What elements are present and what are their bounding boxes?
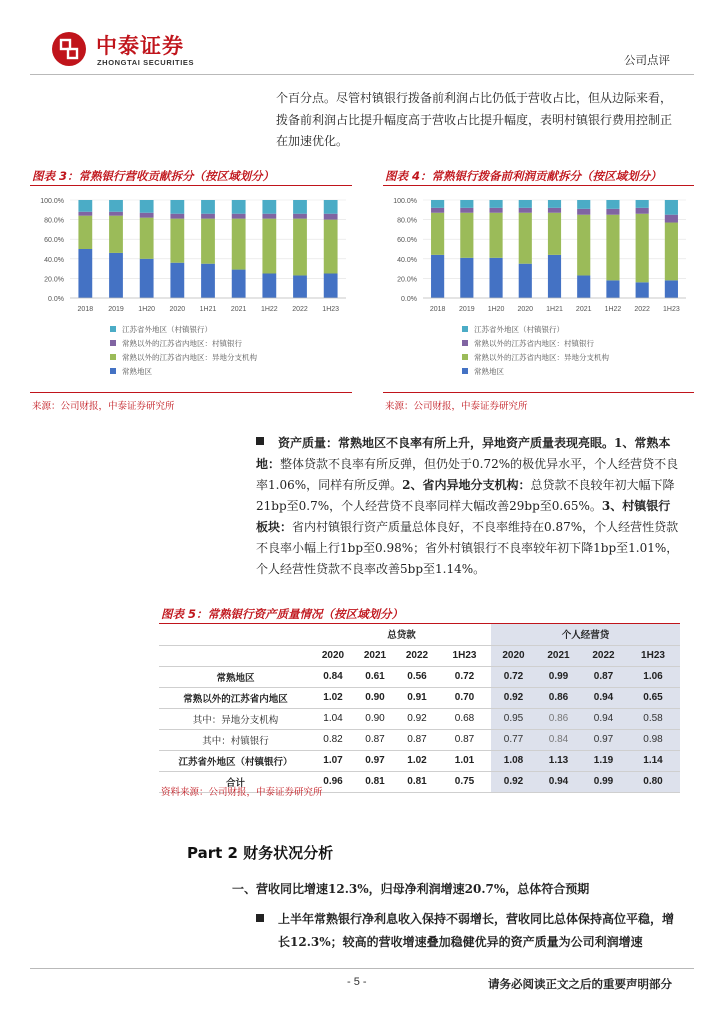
legend-item <box>462 350 609 364</box>
bar-segment-fig3 <box>262 274 276 299</box>
legend-swatch <box>110 354 116 360</box>
table-row <box>159 666 680 687</box>
table-cell: 0.92 <box>396 708 438 729</box>
table-cell: 0.87 <box>581 666 626 687</box>
bar-segment-fig3 <box>232 214 246 219</box>
table-cell: 0.99 <box>581 771 626 792</box>
table-cell: 0.70 <box>438 687 491 708</box>
x-tick-label: 2018 <box>77 306 94 313</box>
group-header-total-loans: 总贷款 <box>312 624 491 645</box>
legend-item <box>110 364 257 378</box>
table-cell: 0.81 <box>396 771 438 792</box>
row-label: 常熟以外的江苏省内地区 <box>159 687 312 708</box>
bar-segment-fig3 <box>262 214 276 219</box>
bar-segment-fig4 <box>606 200 619 209</box>
y-tick-label: 60.0% <box>44 237 64 245</box>
x-tick-label: 1H22 <box>604 306 622 313</box>
x-tick-label: 1H23 <box>663 306 680 313</box>
figure4-chart <box>383 190 694 320</box>
bar-segment-fig3 <box>78 249 92 298</box>
asset-quality-p3-text: 省内村镇银行资产质量总体良好，不良率维持在0.87%，个人经营性贷款不良率小幅上行1bp至0.98%；省外村镇银行不良率较年初下降1bp至1.01%，个人经营性贷款不良率改善5bp至1.14%。 <box>256 520 679 576</box>
bar-segment-fig3 <box>78 200 92 212</box>
bar-segment-fig3 <box>109 200 123 212</box>
asset-quality-p2-label: 2、省内异地分支机构： <box>402 478 531 492</box>
bar-segment-fig4 <box>460 208 473 213</box>
table-cell: 0.80 <box>626 771 680 792</box>
table-cell: 1.01 <box>438 750 491 771</box>
legend-item <box>110 350 257 364</box>
table-cell: 0.90 <box>354 687 396 708</box>
table-cell: 0.61 <box>354 666 396 687</box>
bar-segment-fig3 <box>232 219 246 270</box>
table-cell: 1.14 <box>626 750 680 771</box>
legend-swatch <box>462 326 468 332</box>
figure4-title: 图表 4：常熟银行拨备前利润贡献拆分（按区域划分） <box>385 169 662 183</box>
legend-item <box>462 322 609 336</box>
year-header-cell: 2022 <box>396 645 438 666</box>
table-cell: 0.82 <box>312 729 354 750</box>
bar-segment-fig3 <box>170 263 184 298</box>
legend-swatch <box>110 368 116 374</box>
y-tick-label: 20.0% <box>44 276 64 284</box>
row-label: 合计 <box>159 771 312 792</box>
table-cell: 0.58 <box>626 708 680 729</box>
legend-swatch <box>462 354 468 360</box>
x-tick-label: 1H20 <box>138 306 156 313</box>
bar-segment-fig3 <box>78 216 92 249</box>
figure4-source: 来源：公司财报，中泰证券研究所 <box>385 401 528 412</box>
legend-label: 常熟以外的江苏省内地区：异地分支机构 <box>122 352 257 362</box>
table-cell: 0.84 <box>536 729 581 750</box>
figure3-source: 来源：公司财报，中泰证券研究所 <box>32 401 175 412</box>
bar-segment-fig3 <box>170 214 184 219</box>
bar-segment-fig4 <box>460 213 473 258</box>
bullet-square-icon <box>256 914 264 922</box>
bar-segment-fig4 <box>665 223 678 281</box>
bar-segment-fig4 <box>548 200 561 208</box>
legend-swatch <box>462 368 468 374</box>
bar-segment-fig4 <box>548 255 561 298</box>
table-cell: 0.56 <box>396 666 438 687</box>
table-cell: 0.72 <box>491 666 536 687</box>
table-cell: 0.97 <box>581 729 626 750</box>
bar-segment-fig4 <box>431 208 444 213</box>
y-tick-label: 80.0% <box>397 217 417 225</box>
bar-segment-fig4 <box>636 282 649 298</box>
y-tick-label: 20.0% <box>397 276 417 284</box>
table-cell: 0.86 <box>536 708 581 729</box>
y-tick-label: 100.0% <box>393 198 417 205</box>
subsection-heading: 一、营收同比增速12.3%，归母净利润增速20.7%，总体符合预期 <box>232 882 590 896</box>
bar-segment-fig3 <box>262 200 276 214</box>
legend-swatch <box>462 340 468 346</box>
y-tick-label: 100.0% <box>40 198 64 205</box>
bar-segment-fig3 <box>232 200 246 214</box>
table-cell: 0.72 <box>438 666 491 687</box>
x-tick-label: 1H21 <box>199 306 217 313</box>
bar-segment-fig4 <box>460 258 473 298</box>
table-cell: 0.86 <box>536 687 581 708</box>
figure3-title: 图表 3：常熟银行营收贡献拆分（按区域划分） <box>32 169 275 183</box>
bar-segment-fig4 <box>519 213 532 264</box>
bar-segment-fig4 <box>431 200 444 208</box>
bar-segment-fig4 <box>636 200 649 208</box>
asset-quality-table <box>159 624 680 793</box>
table-year-header <box>159 645 680 666</box>
bar-segment-fig3 <box>140 218 154 259</box>
bar-segment-fig4 <box>489 258 502 298</box>
table-cell: 0.92 <box>491 687 536 708</box>
table-cell: 0.94 <box>581 687 626 708</box>
year-header-cell: 1H23 <box>438 645 491 666</box>
bar-segment-fig4 <box>636 214 649 283</box>
year-header-cell: 1H23 <box>626 645 680 666</box>
legend-swatch <box>110 326 116 332</box>
legend-item <box>110 336 257 350</box>
bar-segment-fig4 <box>577 275 590 298</box>
bar-segment-fig3 <box>109 253 123 298</box>
document-type-label: 公司点评 <box>624 53 670 67</box>
bar-segment-fig3 <box>140 213 154 218</box>
figure3-chart <box>30 190 354 320</box>
figure5-source: 资料来源：公司财报，中泰证券研究所 <box>161 787 323 798</box>
table-cell: 0.94 <box>581 708 626 729</box>
table-cell: 0.91 <box>396 687 438 708</box>
bar-segment-fig4 <box>431 255 444 298</box>
x-tick-label: 2021 <box>575 306 592 313</box>
table-cell: 1.04 <box>312 708 354 729</box>
legend-label: 常熟以外的江苏省内地区：村镇银行 <box>474 338 594 348</box>
table-cell: 1.07 <box>312 750 354 771</box>
table-row <box>159 750 680 771</box>
bar-segment-fig3 <box>324 220 338 274</box>
table-cell: 1.19 <box>581 750 626 771</box>
bar-segment-fig4 <box>606 209 619 215</box>
table-cell: 0.87 <box>438 729 491 750</box>
bar-segment-fig3 <box>201 219 215 264</box>
bar-segment-fig3 <box>293 214 307 219</box>
table-group-header <box>159 624 680 645</box>
bar-segment-fig4 <box>519 264 532 298</box>
bar-segment-fig4 <box>577 200 590 209</box>
figure3-title-rule <box>30 185 352 186</box>
bar-segment-fig3 <box>324 274 338 299</box>
year-header-cell: 2021 <box>354 645 396 666</box>
table-cell: 1.13 <box>536 750 581 771</box>
bar-segment-fig3 <box>232 270 246 298</box>
legend-label: 江苏省外地区（村镇银行） <box>474 324 564 334</box>
table-cell: 0.65 <box>626 687 680 708</box>
bar-segment-fig4 <box>519 200 532 208</box>
bar-segment-fig4 <box>548 208 561 213</box>
table-cell: 0.99 <box>536 666 581 687</box>
y-tick-label: 0.0% <box>48 296 64 303</box>
table-cell: 0.92 <box>491 771 536 792</box>
table-row <box>159 708 680 729</box>
table-cell: 0.84 <box>312 666 354 687</box>
table-cell: 1.06 <box>626 666 680 687</box>
x-tick-label: 1H21 <box>546 306 563 313</box>
legend-swatch <box>110 340 116 346</box>
bar-segment-fig3 <box>201 264 215 298</box>
section-title: Part 2 财务状况分析 <box>187 844 334 862</box>
bar-segment-fig3 <box>324 200 338 214</box>
asset-quality-paragraph <box>256 433 680 580</box>
header-divider <box>30 74 694 75</box>
table-corner-cell <box>159 645 312 666</box>
x-tick-label: 2022 <box>292 306 308 313</box>
bar-segment-fig4 <box>548 213 561 255</box>
table-cell: 0.98 <box>626 729 680 750</box>
table-cell: 0.68 <box>438 708 491 729</box>
figure5-title: 图表 5：常熟银行资产质量情况（按区域划分） <box>161 607 404 621</box>
bar-segment-fig4 <box>606 215 619 281</box>
bar-segment-fig3 <box>109 212 123 216</box>
row-label: 常熟地区 <box>159 666 312 687</box>
asset-quality-p1-text: 整体贷款不良率有所反弹，但仍处于0.72%的极优异水平，个人经营贷不良率1.06%，同样有所反弹。 <box>256 457 679 492</box>
y-tick-label: 80.0% <box>44 217 64 225</box>
bar-segment-fig3 <box>324 214 338 220</box>
bar-segment-fig3 <box>293 275 307 298</box>
legend-label: 常熟以外的江苏省内地区：异地分支机构 <box>474 352 609 362</box>
asset-quality-heading: 资产质量：常熟地区不良率有所上升，异地资产质量表现亮眼。 <box>278 436 615 450</box>
row-label: 其中：村镇银行 <box>159 729 312 750</box>
x-tick-label: 2022 <box>634 306 650 313</box>
row-label: 江苏省外地区（村镇银行） <box>159 750 312 771</box>
legend-label: 常熟以外的江苏省内地区：村镇银行 <box>122 338 242 348</box>
x-tick-label: 1H23 <box>322 306 340 313</box>
bar-segment-fig4 <box>577 209 590 215</box>
year-header-cell: 2021 <box>536 645 581 666</box>
bar-segment-fig3 <box>170 219 184 263</box>
table-cell: 0.77 <box>491 729 536 750</box>
footer-divider <box>30 968 694 969</box>
x-tick-label: 2021 <box>230 306 247 313</box>
table-row <box>159 687 680 708</box>
y-tick-label: 40.0% <box>397 256 417 264</box>
table-cell: 1.08 <box>491 750 536 771</box>
bar-segment-fig3 <box>293 219 307 276</box>
asset-quality-p2-text: 总贷款不良较年初大幅下降21bp至0.7%，个人经营贷不良率同样大幅改善29bp至0.65%。 <box>256 478 675 513</box>
y-tick-label: 60.0% <box>397 237 417 245</box>
table-corner-cell <box>159 624 312 645</box>
asset-quality-p1-label: 1、常熟本地： <box>256 436 671 471</box>
intro-paragraph: 个百分点。尽管村镇银行拨备前利润占比仍低于营收占比，但从边际来看，拨备前利润占比提升幅度高于营收占比提升幅度，表明村镇银行费用控制正在加速优化。 <box>276 91 673 148</box>
bar-segment-fig4 <box>636 208 649 214</box>
bar-segment-fig3 <box>140 200 154 213</box>
y-tick-label: 40.0% <box>44 256 64 264</box>
bar-segment-fig4 <box>460 200 473 208</box>
figure4-legend <box>462 322 609 378</box>
disclaimer-note: 请务必阅读正文之后的重要声明部分 <box>488 977 672 991</box>
figure3-legend <box>110 322 257 378</box>
bar-segment-fig4 <box>489 208 502 213</box>
logo-icon <box>52 32 86 66</box>
bar-segment-fig4 <box>665 280 678 298</box>
table-cell: 0.75 <box>438 771 491 792</box>
bar-segment-fig4 <box>606 280 619 298</box>
bar-segment-fig3 <box>170 200 184 214</box>
legend-label: 常熟地区 <box>122 366 152 376</box>
table-cell: 0.97 <box>354 750 396 771</box>
x-tick-label: 2020 <box>169 306 186 313</box>
table-cell: 0.81 <box>354 771 396 792</box>
table-cell: 0.96 <box>312 771 354 792</box>
x-tick-label: 2019 <box>108 306 124 313</box>
bar-segment-fig3 <box>293 200 307 214</box>
x-tick-label: 1H22 <box>260 306 278 313</box>
y-tick-label: 0.0% <box>401 296 417 303</box>
legend-label: 常熟地区 <box>474 366 504 376</box>
page-number: - 5 - <box>347 976 367 988</box>
bar-segment-fig3 <box>201 214 215 219</box>
bar-segment-fig3 <box>262 219 276 274</box>
asset-quality-p3-label: 3、村镇银行板块： <box>256 499 671 534</box>
x-tick-label: 1H20 <box>487 306 505 313</box>
figure4-bottom-rule <box>383 392 694 393</box>
legend-label: 江苏省外地区（村镇银行） <box>122 324 212 334</box>
bar-segment-fig4 <box>489 200 502 208</box>
bar-segment-fig4 <box>665 200 678 215</box>
table-cell: 1.02 <box>396 750 438 771</box>
logo-text-cn: 中泰证券 <box>96 34 184 58</box>
table-cell: 0.87 <box>396 729 438 750</box>
figure4-title-rule <box>383 185 694 186</box>
table-cell: 0.95 <box>491 708 536 729</box>
table-cell: 1.02 <box>312 687 354 708</box>
bar-segment-fig4 <box>665 215 678 223</box>
bar-segment-fig3 <box>78 212 92 216</box>
year-header-cell: 2022 <box>581 645 626 666</box>
table-row <box>159 729 680 750</box>
year-header-cell: 2020 <box>491 645 536 666</box>
bar-segment-fig3 <box>140 259 154 298</box>
legend-item <box>462 336 609 350</box>
x-tick-label: 2018 <box>429 306 446 313</box>
x-tick-label: 2020 <box>517 306 534 313</box>
group-header-personal-business-loans: 个人经营贷 <box>491 624 680 645</box>
bar-segment-fig3 <box>109 216 123 253</box>
table-cell: 0.87 <box>354 729 396 750</box>
bar-segment-fig3 <box>201 200 215 214</box>
table-cell: 0.94 <box>536 771 581 792</box>
legend-item <box>462 364 609 378</box>
bar-segment-fig4 <box>431 213 444 255</box>
x-tick-label: 2019 <box>459 306 475 313</box>
row-label: 其中：异地分支机构 <box>159 708 312 729</box>
bar-segment-fig4 <box>489 213 502 258</box>
legend-item <box>110 322 257 336</box>
revenue-growth-paragraph: 上半年常熟银行净利息收入保持不弱增长，营收同比总体保持高位平稳，增长12.3%；较高的营收增速叠加稳健优异的资产质量为公司利润增速 <box>278 912 675 949</box>
bar-segment-fig4 <box>519 208 532 213</box>
logo-text-en: ZHONGTAI SECURITIES <box>97 58 195 67</box>
year-header-cell: 2020 <box>312 645 354 666</box>
table-cell: 0.90 <box>354 708 396 729</box>
figure3-bottom-rule <box>30 392 352 393</box>
bar-segment-fig4 <box>577 215 590 276</box>
